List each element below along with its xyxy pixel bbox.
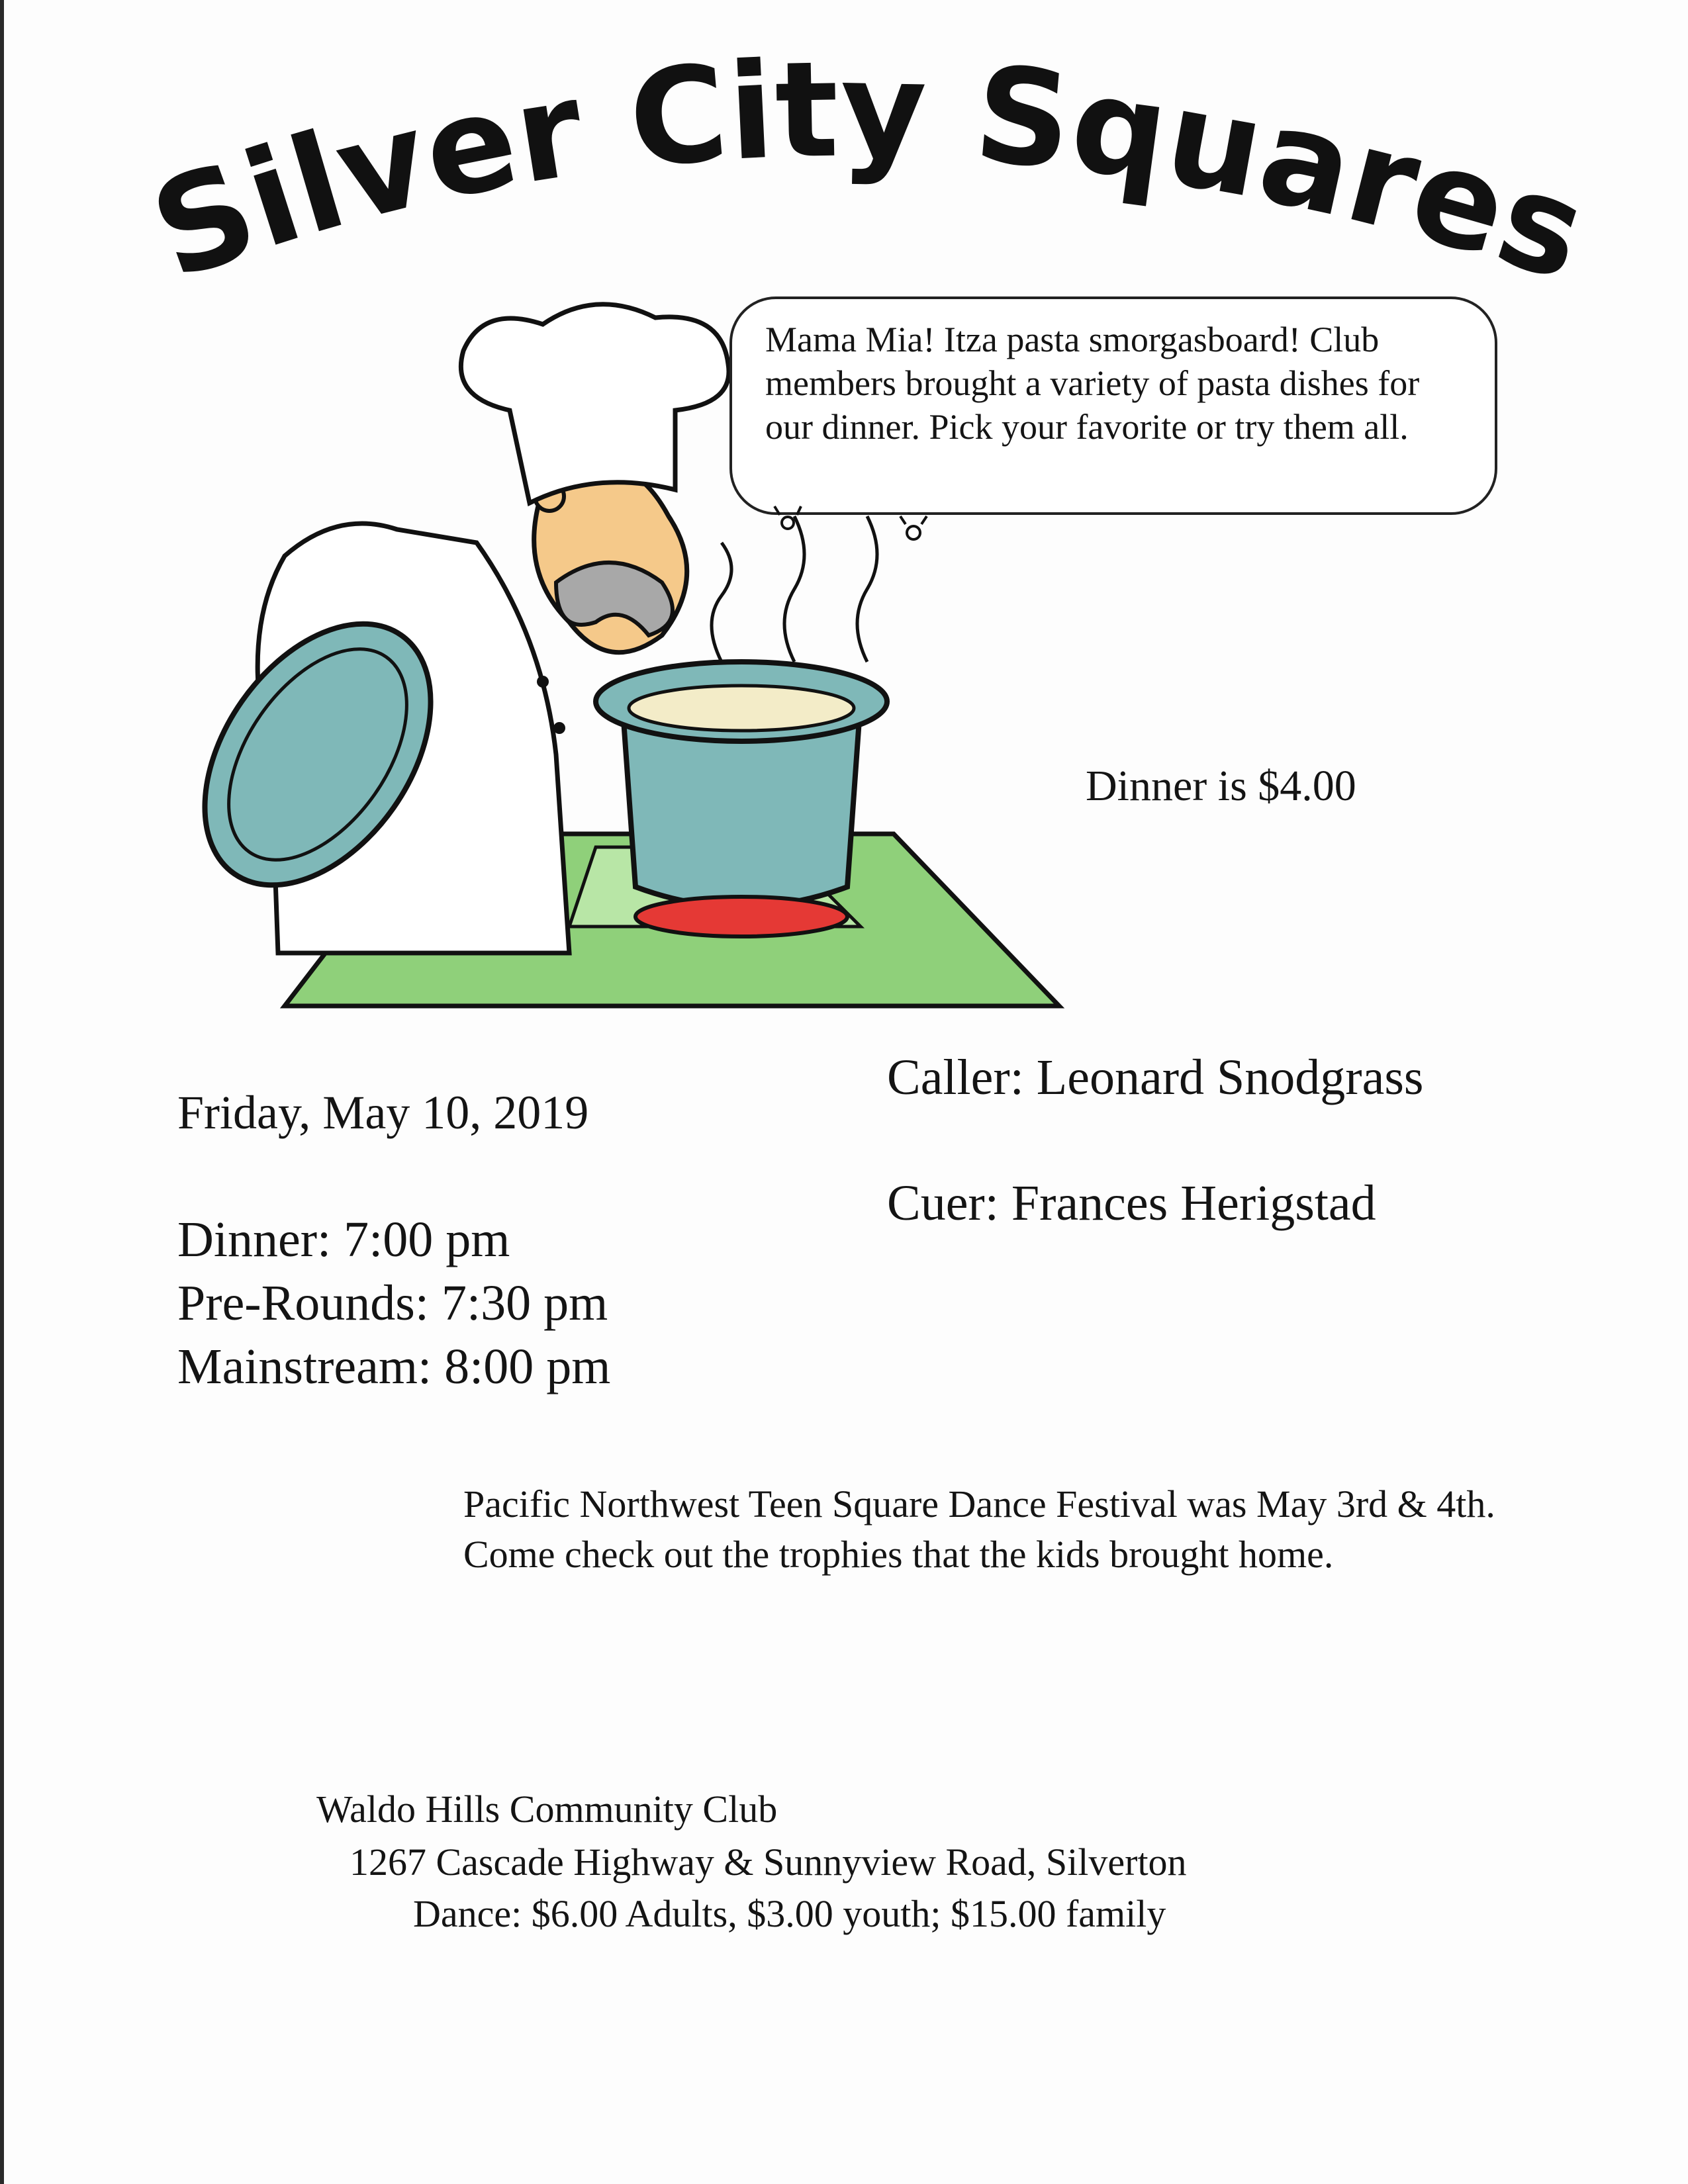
- jacket-button: [553, 722, 565, 734]
- svg-text:Silver City Squares: [134, 32, 1603, 311]
- venue-name: Waldo Hills Community Club: [316, 1788, 778, 1831]
- speech-bubble: Mama Mia! Itza pasta smorgasboard! Club members brought a variety of pasta dishes for our dinner. Pick your favorite or try them all.: [729, 296, 1497, 515]
- jacket-button: [537, 676, 549, 688]
- dance-prices: Dance: $6.00 Adults, $3.00 youth; $15.00 family: [413, 1892, 1166, 1935]
- pot-contents: [629, 686, 854, 731]
- caller-name: Caller: Leonard Snodgrass: [887, 1050, 1424, 1105]
- speech-bubble-tail: [748, 490, 947, 569]
- schedule-dinner: Dinner: 7:00 pm: [177, 1212, 510, 1267]
- flyer-title-text: Silver City Squares: [133, 32, 1603, 312]
- steam-wisp: [712, 543, 731, 662]
- burner: [635, 897, 847, 936]
- event-date: Friday, May 10, 2019: [177, 1086, 589, 1139]
- festival-note: [463, 1479, 1556, 1580]
- cuer-name: Cuer: Frances Herigstad: [887, 1175, 1376, 1231]
- schedule-pre-rounds: Pre-Rounds: 7:30 pm: [177, 1275, 608, 1331]
- dinner-price: Dinner is $4.00: [1086, 762, 1356, 810]
- festival-line: Come check out the trophies that the kids brought home.: [463, 1533, 1334, 1576]
- festival-line: Pacific Northwest Teen Square Dance Festival was May 3rd & 4th.: [463, 1482, 1495, 1525]
- chef-hat: [461, 304, 729, 503]
- schedule-mainstream: Mainstream: 8:00 pm: [177, 1339, 611, 1394]
- venue-address: 1267 Cascade Highway & Sunnyview Road, Silverton: [350, 1841, 1187, 1884]
- schedule: [177, 1208, 610, 1398]
